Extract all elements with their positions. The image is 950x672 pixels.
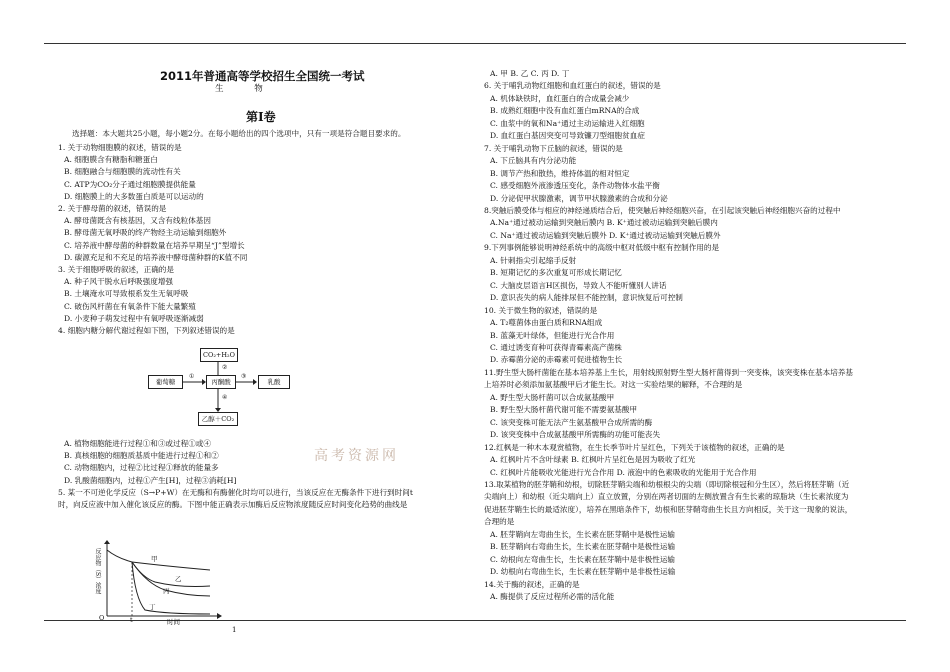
t-label: t	[130, 616, 133, 624]
curve-label-yi: 乙	[175, 575, 182, 583]
q3-option-c: C. 破伤风杆菌在有氧条件下能大量繁殖	[64, 301, 196, 311]
right-line: C. 幼根向左弯曲生长，生长素在胚芽鞘中是非极性运输	[490, 554, 676, 564]
right-line: 尖端向上）和幼根（近尖端向上）直立放置，分别在两者切面的左侧放置含有生长素的琼脂块（生长素浓度为	[484, 492, 849, 502]
q4-option-b: B. 真核细胞的细胞质基质中能进行过程①和②	[64, 451, 219, 461]
right-line: 11.野生型大肠杆菌能在基本培养基上生长，用射线照射野生型大肠杆菌得到一突变株，该突变株在基本培养基	[484, 367, 853, 377]
right-line: A. 胚芽鞘向左弯曲生长，生长素在胚芽鞘中是极性运输	[490, 529, 675, 539]
right-line: D. 该突变株中合成氨基酸甲所需酶的功能可能丧失	[490, 430, 661, 440]
q4-option-a: A. 植物细胞能进行过程①和③或过程①或④	[64, 439, 211, 448]
right-line: 6. 关于哺乳动物红细胞和血红蛋白的叙述，错误的是	[484, 81, 661, 91]
box-pyruvate: 丙酮酸	[206, 375, 236, 389]
right-line: A. 野生型大肠杆菌可以合成氨基酸甲	[490, 392, 615, 402]
exam-title: 2011年普通高等学校招生全国统一考试	[160, 69, 365, 83]
instructions: 选择题：本大题共25小题，每小题2分。在每小题给出的四个选项中，只有一项是符合题目要求的。	[72, 129, 406, 138]
box-co2-h2o: CO₂+H₂O	[200, 348, 238, 362]
enzyme-graph	[95, 540, 235, 625]
box-glucose: 葡萄糖	[148, 375, 183, 389]
q2-option-a: A. 酵母菌既含有核基因，又含有线粒体基因	[64, 216, 211, 226]
right-line: 7. 关于哺乳动物下丘脑的叙述，错误的是	[484, 143, 623, 153]
q3-option-a: A. 种子风干脱水后呼吸强度增强	[64, 277, 174, 287]
top-rule	[44, 43, 906, 44]
right-line: B. 胚芽鞘向右弯曲生长，生长素在胚芽鞘中是极性运输	[490, 542, 676, 552]
q5-stem-line-2: 时，向反应液中加入催化该反应的酶。下图中能正确表示加酶后反应物浓度随反应时间变化趋势的曲线是	[58, 500, 408, 510]
q4-stem: 4. 细胞内糖分解代谢过程如下图，下列叙述错误的是	[58, 326, 235, 336]
q2-option-c: C. 培养液中酵母菌的种群数量在培养早期呈“J”型增长	[64, 240, 245, 250]
right-column	[484, 68, 853, 603]
right-line: D. 分泌促甲状腺激素，调节甲状腺激素的合成和分泌	[490, 193, 668, 203]
right-line: 8.突触后膜受体与相应的神经递质结合后，使突触后神经细胞兴奋，在引起该突触后神经细胞兴奋的过程中	[484, 205, 841, 215]
left-column-upper	[58, 142, 247, 337]
right-line: 14.关于酶的叙述，正确的是	[484, 579, 580, 589]
watermark-text: 高考资源网	[314, 448, 399, 464]
q4-option-c: C. 动物细胞内，过程②比过程①释放的能量多	[64, 463, 219, 473]
right-line: D. 血红蛋白基因突变可导致镰刀型细胞贫血症	[490, 131, 645, 141]
curve-label-bing: 丙	[163, 587, 170, 595]
right-line: C. 红枫叶片能吸收光能进行光合作用 D. 液泡中的色素吸收的光能用于光合作用	[490, 467, 757, 477]
right-line: D. 赤霉菌分泌的赤霉素可促进植物生长	[490, 355, 623, 365]
right-line: B. 蓝藻无叶绿体，但能进行光合作用	[490, 330, 615, 340]
q3-option-b: B. 土壤淹水可导致根系发生无氧呼吸	[64, 289, 189, 299]
right-line: C. Na⁺通过被动运输到突触后膜外 D. K⁺通过被动运输到突触后膜外	[490, 230, 721, 240]
curve-label-ding: 丁	[149, 603, 156, 611]
right-line: 促进胚芽鞘生长的最适浓度），培养在黑暗条件下，幼根和胚芽鞘弯曲生长且方向相反，关于这一现象的说法，	[484, 504, 853, 514]
right-line: 10. 关于微生物的叙述，错误的是	[484, 305, 598, 315]
q1-option-b: B. 细胞融合与细胞膜的流动性有关	[64, 167, 181, 177]
right-line: 13.取某植物的胚芽鞘和幼根，切除胚芽鞘尖端和幼根根尖的尖端（即切除根冠和分生区），然后将胚芽鞘（近	[484, 479, 850, 489]
right-line: A. 针刺指尖引起缩手反射	[490, 255, 577, 265]
right-line: C. 大脑皮层语言H区损伤，导致人不能听懂别人讲话	[490, 280, 667, 290]
right-line: A. 酶提供了反应过程所必需的活化能	[490, 592, 615, 602]
page-number: 1	[232, 626, 237, 634]
label-2: ②	[222, 364, 228, 371]
right-line: A. 机体缺铁时，血红蛋白的合成量会减少	[490, 93, 630, 103]
right-line: A. 甲 B. 乙 C. 丙 D. 丁	[490, 69, 570, 78]
right-line: C. 通过诱变育种可获得青霉素高产菌株	[490, 342, 622, 352]
right-line: B. 调节产热和散热，维持体温的相对恒定	[490, 168, 630, 178]
graph-curves	[95, 540, 235, 625]
q2-option-b: B. 酵母菌无氧呼吸的终产物经主动运输到细胞外	[64, 228, 227, 238]
right-line: 12.红枫是一种木本观赏植物，在生长季节叶片呈红色，下列关于该植物的叙述，正确的是	[484, 442, 785, 452]
y-axis-label: 反应物（S）浓度	[94, 548, 101, 595]
origin-label: O	[99, 614, 105, 622]
right-line: B. 短期记忆的多次重复可形成长期记忆	[490, 268, 622, 278]
right-line: B. 成熟红细胞中没有血红蛋白mRNA的合成	[490, 106, 640, 116]
label-4: ④	[222, 394, 228, 401]
q1-option-d: D. 细胞膜上的大多数蛋白质是可以运动的	[64, 191, 204, 201]
x-axis-label: 时间	[167, 618, 180, 626]
box-lactate: 乳酸	[258, 375, 290, 389]
q1-option-c: C. ATP为CO₂分子通过细胞膜提供能量	[64, 179, 196, 189]
q4-option-d: D. 乳酸菌细胞内，过程①产生[H]，过程③消耗[H]	[64, 475, 237, 485]
right-line: C. 感受细胞外液渗透压变化，条件动物体水盐平衡	[490, 181, 660, 191]
q5-stem-line-1: 5. 某一不可逆化学反应（S→P+W）在无酶和有酶催化时均可以进行，当该反应在无酶条件下进行到时间t	[58, 487, 413, 497]
right-line: A.Na⁺通过被动运输到突触后膜内 B. K⁺通过被动运输到突触后膜内	[490, 218, 718, 228]
right-line: 9.下列事例能够说明神经系统中的高级中枢对低级中枢有控制作用的是	[484, 243, 720, 253]
right-line: A. T₂噬菌体由蛋白质和RNA组成	[490, 318, 603, 328]
label-3: ③	[241, 373, 247, 380]
q2-stem: 2. 关于酵母菌的叙述，错误的是	[58, 204, 167, 214]
right-line: B. 野生型大肠杆菌代谢可能不需要氨基酸甲	[490, 405, 638, 415]
right-line: D. 幼根向右弯曲生长，生长素在胚芽鞘中是非极性运输	[490, 567, 676, 577]
q1-stem: 1. 关于动物细胞膜的叙述，错误的是	[58, 143, 182, 152]
right-line: A. 下丘脑具有内分泌功能	[490, 156, 577, 166]
metabolism-diagram	[140, 350, 290, 430]
q3-option-d: D. 小麦种子萌发过程中有氧呼吸逐渐减弱	[64, 313, 204, 323]
q2-option-d: D. 碳源充足和不充足的培养液中酵母菌种群的K值不同	[64, 252, 248, 262]
label-1: ①	[189, 373, 195, 380]
right-line: C. 该突变株可能无法产生氨基酸甲合成所需的酶	[490, 417, 653, 427]
box-ethanol-co2: 乙醇＋CO₂	[198, 412, 238, 426]
q1-option-a: A. 细胞膜含有糖脂和糖蛋白	[64, 155, 158, 165]
right-line: D. 意识丧失的病人能排尿但不能控制，意识恢复后可控制	[490, 293, 683, 303]
right-line: 合理的是	[484, 517, 515, 527]
q3-stem: 3. 关于细胞呼吸的叙述，正确的是	[58, 265, 174, 275]
right-line: C. 血浆中的氧和Na⁺通过主动运输进入红细胞	[490, 118, 645, 128]
curve-label-jia: 甲	[151, 555, 158, 563]
right-line: A. 红枫叶片不含叶绿素 B. 红枫叶片呈红色是因为吸收了红光	[490, 455, 696, 465]
volume-heading: 第Ⅰ卷	[246, 110, 276, 124]
subject-label: 生 物	[215, 84, 277, 94]
right-line: 上培养时必须添加氨基酸甲后才能生长。对这一实验结果的解释，不合理的是	[484, 380, 743, 390]
